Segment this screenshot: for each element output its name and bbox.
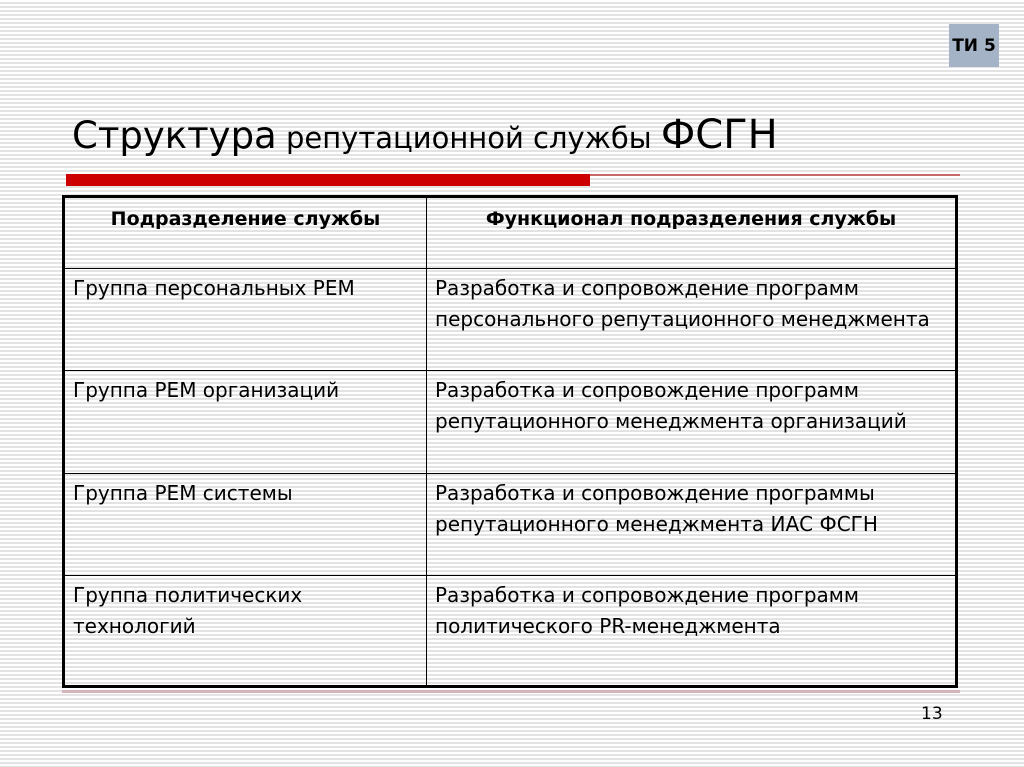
title-accent-line — [590, 174, 960, 176]
cell-function: Разработка и сопровождение программ персонального репутационного менеджмента — [427, 269, 957, 371]
header-unit: Подразделение службы — [64, 197, 427, 269]
page-number: 13 — [921, 704, 943, 724]
table-row — [64, 371, 957, 474]
cell-function: Разработка и сопровождение программы репутационного менеджмента ИАС ФСГН — [427, 474, 957, 576]
table-header-row — [64, 197, 957, 269]
badge-label: ТИ 5 — [952, 35, 996, 56]
title-part-3: ФСГН — [660, 112, 778, 158]
slide-title — [72, 112, 778, 158]
title-part-1: Структура — [72, 114, 277, 157]
cell-unit: Группа РЕМ системы — [64, 474, 427, 576]
cell-unit: Группа политических технологий — [64, 576, 427, 687]
cell-function: Разработка и сопровождение программ репутационного менеджмента организаций — [427, 371, 957, 474]
cell-function: Разработка и сопровождение программ политического PR-менеджмента — [427, 576, 957, 687]
cell-unit: Группа РЕМ организаций — [64, 371, 427, 474]
slide-badge — [949, 24, 999, 67]
title-accent-bar — [66, 174, 590, 186]
header-function: Функционал подразделения службы — [427, 197, 957, 269]
table-row — [64, 269, 957, 371]
structure-table — [62, 195, 958, 688]
title-part-2: репутационной службы — [276, 121, 661, 155]
table-row — [64, 474, 957, 576]
footer-divider — [62, 690, 960, 693]
cell-unit: Группа персональных РЕМ — [64, 269, 427, 371]
table-row — [64, 576, 957, 687]
